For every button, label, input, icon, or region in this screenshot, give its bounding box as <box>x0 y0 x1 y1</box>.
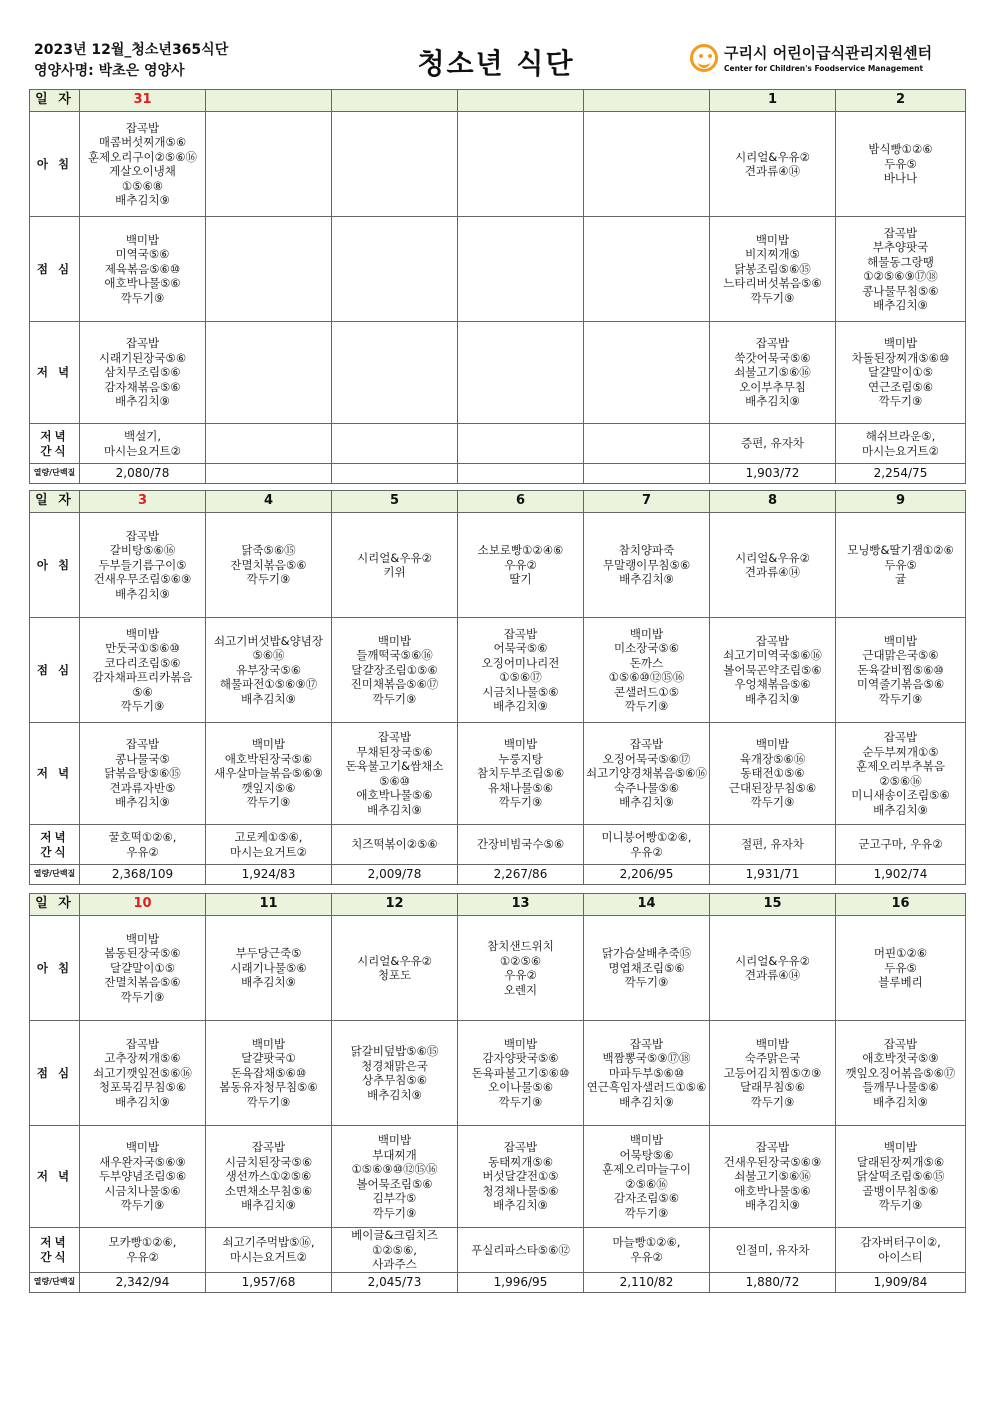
dinner-label: 저 녁 <box>30 723 80 825</box>
day-date: 3 <box>80 491 206 513</box>
breakfast-row <box>30 513 966 618</box>
snack-menu-cell: 절편, 유자차 <box>710 825 836 865</box>
dinner-menu-cell: 백미밥 육개장⑤⑥⑯ 동태전①⑤⑥ 근대된장무침⑤⑥ 깍두기⑨ <box>710 723 836 825</box>
lunch-menu-cell <box>458 217 584 322</box>
snack-label: 저녁 간식 <box>30 424 80 464</box>
nutrition-label: 열량/단백질 <box>30 464 80 484</box>
lunch-menu-cell <box>584 217 710 322</box>
nutrition-row <box>30 1272 966 1292</box>
center-logo <box>690 42 980 78</box>
dinner-menu-cell <box>332 322 458 424</box>
nutrition-label: 열량/단백질 <box>30 865 80 885</box>
breakfast-row <box>30 916 966 1021</box>
lunch-row <box>30 1021 966 1126</box>
dinner-row <box>30 322 966 424</box>
logo-subtitle: Center for Children's Foodservice Management <box>724 64 924 73</box>
snack-menu-cell: 백설기, 마시는요거트② <box>80 424 206 464</box>
snack-menu-cell: 쇠고기주먹밥⑤⑯, 마시는요거트② <box>206 1228 332 1273</box>
week-table <box>29 490 966 885</box>
breakfast-menu-cell: 잡곡밥 갈비탕⑤⑥⑯ 두부들기름구이⑤ 건새우무조림⑤⑥⑨ 배추김치⑨ <box>80 513 206 618</box>
snack-menu-cell: 군고구마, 우유② <box>836 825 966 865</box>
day-date: 13 <box>458 894 584 916</box>
dinner-menu-cell: 백미밥 차돌된장찌개⑤⑥⑩ 달걀말이①⑤ 연근조림⑤⑥ 깍두기⑨ <box>836 322 966 424</box>
snack-menu-cell <box>332 424 458 464</box>
day-date: 4 <box>206 491 332 513</box>
lunch-row <box>30 618 966 723</box>
breakfast-label: 아 침 <box>30 513 80 618</box>
lunch-menu-cell: 백미밥 달걀팟국① 돈육잡채⑤⑥⑩ 봄동유자청무침⑤⑥ 깍두기⑨ <box>206 1021 332 1126</box>
day-date: 11 <box>206 894 332 916</box>
day-date: 5 <box>332 491 458 513</box>
snack-menu-cell: 꿀호떡①②⑥, 우유② <box>80 825 206 865</box>
date-row <box>30 894 966 916</box>
day-date: 6 <box>458 491 584 513</box>
breakfast-menu-cell <box>206 112 332 217</box>
lunch-menu-cell: 쇠고기버섯밥&양념장 ⑤⑥⑯ 유부장국⑤⑥ 해물파전①⑤⑥⑨⑰ 배추김치⑨ <box>206 618 332 723</box>
dinner-menu-cell: 백미밥 누룽지탕 참치두부조림⑤⑥ 유채나물⑤⑥ 깍두기⑨ <box>458 723 584 825</box>
snack-menu-cell <box>584 424 710 464</box>
breakfast-label: 아 침 <box>30 916 80 1021</box>
breakfast-menu-cell: 시리얼&우유② 견과류④⑭ <box>710 916 836 1021</box>
snack-menu-cell: 미니붕어빵①②⑥, 우유② <box>584 825 710 865</box>
lunch-menu-cell: 잡곡밥 부추양팟국 해물동그랑땡 ①②⑤⑥⑨⑰⑱ 콩나물무침⑤⑥ 배추김치⑨ <box>836 217 966 322</box>
snack-label: 저녁 간식 <box>30 825 80 865</box>
dinner-menu-cell: 잡곡밥 무채된장국⑤⑥ 돈육불고기&쌈채소 ⑤⑥⑩ 애호박나물⑤⑥ 배추김치⑨ <box>332 723 458 825</box>
nutrition-menu-cell: 1,957/68 <box>206 1272 332 1292</box>
breakfast-menu-cell: 참치양파죽 무말랭이무침⑤⑥ 배추김치⑨ <box>584 513 710 618</box>
breakfast-menu-cell <box>332 112 458 217</box>
breakfast-menu-cell: 잡곡밥 매콤버섯찌개⑤⑥ 훈제오리구이②⑤⑥⑯ 게살오이냉채 ①⑤⑥⑧ 배추김치⑨ <box>80 112 206 217</box>
dinner-menu-cell: 잡곡밥 시금치된장국⑤⑥ 생선까스①②⑤⑥ 소면채소무침⑤⑥ 배추김치⑨ <box>206 1126 332 1228</box>
day-date: 10 <box>80 894 206 916</box>
day-date: 7 <box>584 491 710 513</box>
dinner-menu-cell: 잡곡밥 순두부찌개①⑤ 훈제오리부추볶음 ②⑤⑥⑯ 미니새송이조림⑤⑥ 배추김치⑨ <box>836 723 966 825</box>
nutrition-menu-cell: 2,368/109 <box>80 865 206 885</box>
lunch-menu-cell: 잡곡밥 어묵국⑤⑥ 오징어미나리전 ①⑤⑥⑰ 시금치나물⑤⑥ 배추김치⑨ <box>458 618 584 723</box>
breakfast-menu-cell: 참치샌드위치 ①②⑤⑥ 우유② 오렌지 <box>458 916 584 1021</box>
day-date <box>206 90 332 112</box>
lunch-menu-cell: 닭갈비덮밥⑤⑥⑮ 청경채맑은국 상추무침⑤⑥ 배추김치⑨ <box>332 1021 458 1126</box>
day-date: 2 <box>836 90 966 112</box>
dinner-menu-cell: 백미밥 새우완자국⑤⑥⑨ 두부양념조림⑤⑥ 시금치나물⑤⑥ 깍두기⑨ <box>80 1126 206 1228</box>
snack-menu-cell: 고로케①⑤⑥, 마시는요거트② <box>206 825 332 865</box>
day-date <box>332 90 458 112</box>
day-date: 14 <box>584 894 710 916</box>
dinner-menu-cell: 잡곡밥 콩나물국⑤ 닭볶음탕⑤⑥⑮ 견과류자반⑤ 배추김치⑨ <box>80 723 206 825</box>
nutrition-menu-cell: 1,903/72 <box>710 464 836 484</box>
dinner-menu-cell <box>458 322 584 424</box>
breakfast-menu-cell <box>584 112 710 217</box>
snack-row <box>30 825 966 865</box>
snack-menu-cell: 간장비빔국수⑤⑥ <box>458 825 584 865</box>
day-date: 15 <box>710 894 836 916</box>
menu-period: 2023년 12월_청소년365식단 <box>34 42 229 58</box>
dinner-menu-cell: 잡곡밥 동태찌개⑤⑥ 버섯달걀전①⑤ 청경채나물⑤⑥ 배추김치⑨ <box>458 1126 584 1228</box>
snack-label: 저녁 간식 <box>30 1228 80 1273</box>
breakfast-menu-cell: 부두당근죽⑤ 시래기나물⑤⑥ 배추김치⑨ <box>206 916 332 1021</box>
snack-menu-cell: 감자버터구이②, 아이스티 <box>836 1228 966 1273</box>
snack-menu-cell: 베이글&크림치즈 ①②⑤⑥, 사과주스 <box>332 1228 458 1273</box>
lunch-menu-cell: 잡곡밥 백짬뽕국⑤⑨⑰⑱ 마파두부⑤⑥⑩ 연근흑임자샐러드①⑤⑥ 배추김치⑨ <box>584 1021 710 1126</box>
date-row-label: 일 자 <box>30 894 80 916</box>
lunch-menu-cell: 백미밥 비지찌개⑤ 닭봉조림⑤⑥⑮ 느타리버섯볶음⑤⑥ 깍두기⑨ <box>710 217 836 322</box>
day-date: 31 <box>80 90 206 112</box>
snack-menu-cell: 마늘빵①②⑥, 우유② <box>584 1228 710 1273</box>
breakfast-menu-cell: 닭죽⑤⑥⑮ 잔멸치볶음⑤⑥ 깍두기⑨ <box>206 513 332 618</box>
lunch-row <box>30 217 966 322</box>
snack-menu-cell <box>458 424 584 464</box>
nutrition-menu-cell: 1,902/74 <box>836 865 966 885</box>
lunch-menu-cell <box>206 217 332 322</box>
nutrition-menu-cell <box>332 464 458 484</box>
lunch-menu-cell: 백미밥 만둣국①⑤⑥⑩ 코다리조림⑤⑥ 감자채파프리카볶음 ⑤⑥ 깍두기⑨ <box>80 618 206 723</box>
nutrition-row <box>30 865 966 885</box>
day-date: 12 <box>332 894 458 916</box>
smile-logo-icon <box>690 44 718 72</box>
dinner-menu-cell: 잡곡밥 오징어묵국⑤⑥⑰ 쇠고기양경채볶음⑤⑥⑯ 숙주나물⑤⑥ 배추김치⑨ <box>584 723 710 825</box>
lunch-menu-cell: 잡곡밥 고추장찌개⑤⑥ 쇠고기깻잎전⑤⑥⑯ 청포묵김무침⑤⑥ 배추김치⑨ <box>80 1021 206 1126</box>
snack-menu-cell: 해쉬브라운⑤, 마시는요거트② <box>836 424 966 464</box>
dinner-menu-cell: 잡곡밥 쑥갓어묵국⑤⑥ 쇠불고기⑤⑥⑯ 오이부추무침 배추김치⑨ <box>710 322 836 424</box>
breakfast-label: 아 침 <box>30 112 80 217</box>
snack-menu-cell: 치즈떡볶이②⑤⑥ <box>332 825 458 865</box>
week-table <box>29 893 966 1293</box>
day-date: 1 <box>710 90 836 112</box>
date-row <box>30 491 966 513</box>
nutrition-menu-cell: 2,206/95 <box>584 865 710 885</box>
date-row <box>30 90 966 112</box>
week-table <box>29 89 966 484</box>
breakfast-menu-cell: 닭가슴살배추죽⑮ 명엽채조림⑤⑥ 깍두기⑨ <box>584 916 710 1021</box>
logo-name: 구리시 어린이급식관리지원센터 <box>724 44 933 62</box>
day-date: 16 <box>836 894 966 916</box>
breakfast-menu-cell: 시리얼&우유② 견과류④⑭ <box>710 513 836 618</box>
breakfast-menu-cell: 소보로빵①②④⑥ 우유② 딸기 <box>458 513 584 618</box>
dinner-menu-cell: 백미밥 애호박된장국⑤⑥ 새우살마늘볶음⑤⑥⑨ 깻잎지⑤⑥ 깍두기⑨ <box>206 723 332 825</box>
nutrition-menu-cell: 2,080/78 <box>80 464 206 484</box>
lunch-menu-cell: 잡곡밥 쇠고기미역국⑤⑥⑯ 볼어묵곤약조림⑤⑥ 우엉채볶음⑤⑥ 배추김치⑨ <box>710 618 836 723</box>
nutrition-menu-cell <box>458 464 584 484</box>
nutrition-menu-cell: 1,931/71 <box>710 865 836 885</box>
nutrition-menu-cell: 1,924/83 <box>206 865 332 885</box>
lunch-label: 점 심 <box>30 618 80 723</box>
dinner-menu-cell <box>206 322 332 424</box>
dinner-menu-cell: 백미밥 어묵탕⑤⑥ 훈제오리마늘구이 ②⑤⑥⑯ 감자조림⑤⑥ 깍두기⑨ <box>584 1126 710 1228</box>
breakfast-menu-cell: 밤식빵①②⑥ 두유⑤ 바나나 <box>836 112 966 217</box>
breakfast-menu-cell: 시리얼&우유② 견과류④⑭ <box>710 112 836 217</box>
dinner-label: 저 녁 <box>30 1126 80 1228</box>
snack-row <box>30 1228 966 1273</box>
dinner-menu-cell <box>584 322 710 424</box>
lunch-menu-cell: 백미밥 미소장국⑤⑥ 돈까스 ①⑤⑥⑩⑫⑮⑯ 콘샐러드①⑤ 깍두기⑨ <box>584 618 710 723</box>
nutrition-menu-cell: 1,996/95 <box>458 1272 584 1292</box>
nutrition-menu-cell: 1,909/84 <box>836 1272 966 1292</box>
nutrition-row <box>30 464 966 484</box>
date-row-label: 일 자 <box>30 491 80 513</box>
lunch-menu-cell: 백미밥 숙주맑은국 고등어김치찜⑤⑦⑨ 달래무침⑤⑥ 깍두기⑨ <box>710 1021 836 1126</box>
dinner-row <box>30 723 966 825</box>
nutrition-label: 열량/단백질 <box>30 1272 80 1292</box>
lunch-menu-cell: 백미밥 감자양팟국⑤⑥ 돈육파불고기⑤⑥⑩ 오이나물⑤⑥ 깍두기⑨ <box>458 1021 584 1126</box>
lunch-menu-cell: 백미밥 미역국⑤⑥ 제육볶음⑤⑥⑩ 애호박나물⑤⑥ 깍두기⑨ <box>80 217 206 322</box>
nutrition-menu-cell <box>206 464 332 484</box>
page-header <box>0 0 992 88</box>
dinner-row <box>30 1126 966 1228</box>
breakfast-menu-cell: 시리얼&우유② 키위 <box>332 513 458 618</box>
lunch-menu-cell: 백미밥 근대맑은국⑤⑥ 돈육갈비찜⑤⑥⑩ 미역줄기볶음⑤⑥ 깍두기⑨ <box>836 618 966 723</box>
nutrition-menu-cell: 2,045/73 <box>332 1272 458 1292</box>
lunch-menu-cell: 백미밥 들깨떡국⑤⑥⑯ 달걀장조림①⑤⑥ 진미채볶음⑤⑥⑰ 깍두기⑨ <box>332 618 458 723</box>
nutrition-menu-cell: 2,110/82 <box>584 1272 710 1292</box>
snack-menu-cell <box>206 424 332 464</box>
lunch-menu-cell <box>332 217 458 322</box>
snack-menu-cell: 모카빵①②⑥, 우유② <box>80 1228 206 1273</box>
dietitian-name: 영양사명: 박초은 영양사 <box>34 63 185 79</box>
dinner-menu-cell: 백미밥 달래된장찌개⑤⑥ 닭살떡조림⑤⑥⑮ 골뱅이무침⑤⑥ 깍두기⑨ <box>836 1126 966 1228</box>
dinner-menu-cell: 백미밥 부대찌개 ①⑤⑥⑨⑩⑫⑮⑯ 볼어묵조림⑤⑥ 김부각⑤ 깍두기⑨ <box>332 1126 458 1228</box>
breakfast-row <box>30 112 966 217</box>
date-row-label: 일 자 <box>30 90 80 112</box>
lunch-label: 점 심 <box>30 217 80 322</box>
nutrition-menu-cell: 2,267/86 <box>458 865 584 885</box>
snack-row <box>30 424 966 464</box>
dinner-menu-cell: 잡곡밥 시래기된장국⑤⑥ 삼치무조림⑤⑥ 감자채볶음⑤⑥ 배추김치⑨ <box>80 322 206 424</box>
nutrition-menu-cell: 2,254/75 <box>836 464 966 484</box>
lunch-menu-cell: 잡곡밥 애호박젓국⑤⑨ 깻잎오징어볶음⑤⑥⑰ 들깨무나물⑤⑥ 배추김치⑨ <box>836 1021 966 1126</box>
day-date <box>458 90 584 112</box>
day-date <box>584 90 710 112</box>
breakfast-menu-cell: 백미밥 봄동된장국⑤⑥ 달걀말이①⑤ 잔멸치볶음⑤⑥ 깍두기⑨ <box>80 916 206 1021</box>
dinner-label: 저 녁 <box>30 322 80 424</box>
nutrition-menu-cell: 2,009/78 <box>332 865 458 885</box>
breakfast-menu-cell: 모닝빵&딸기잼①②⑥ 두유⑤ 귤 <box>836 513 966 618</box>
snack-menu-cell: 인절미, 유자차 <box>710 1228 836 1273</box>
page-title: 청소년 식단 <box>417 47 575 80</box>
nutrition-menu-cell <box>584 464 710 484</box>
lunch-label: 점 심 <box>30 1021 80 1126</box>
dinner-menu-cell: 잡곡밥 건새우된장국⑤⑥⑨ 쇠불고기⑤⑥⑯ 애호박나물⑤⑥ 배추김치⑨ <box>710 1126 836 1228</box>
snack-menu-cell: 증편, 유자차 <box>710 424 836 464</box>
breakfast-menu-cell <box>458 112 584 217</box>
snack-menu-cell: 푸실리파스타⑤⑥⑫ <box>458 1228 584 1273</box>
nutrition-menu-cell: 2,342/94 <box>80 1272 206 1292</box>
day-date: 9 <box>836 491 966 513</box>
nutrition-menu-cell: 1,880/72 <box>710 1272 836 1292</box>
breakfast-menu-cell: 머핀①②⑥ 두유⑤ 블루베리 <box>836 916 966 1021</box>
breakfast-menu-cell: 시리얼&우유② 청포도 <box>332 916 458 1021</box>
day-date: 8 <box>710 491 836 513</box>
